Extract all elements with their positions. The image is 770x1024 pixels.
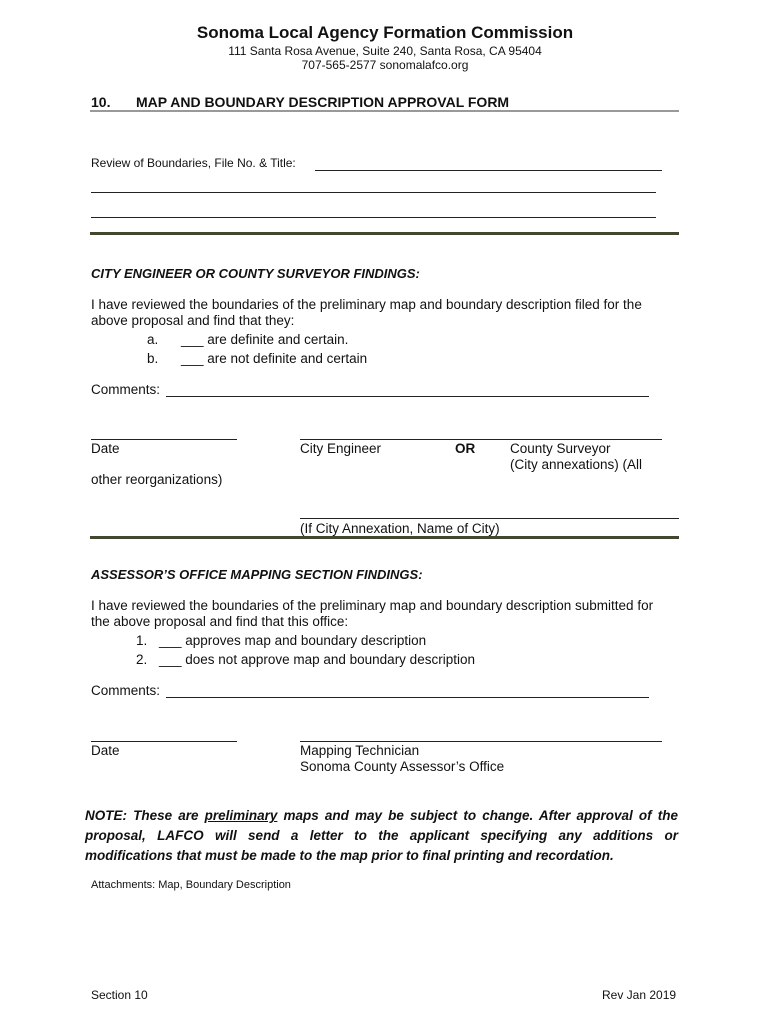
attachments-text: Attachments: Map, Boundary Description <box>91 879 291 891</box>
review-title-line-2[interactable] <box>91 192 656 193</box>
assessor-option-2-text[interactable]: ___ does not approve map and boundary description <box>159 652 475 667</box>
footer-revision: Rev Jan 2019 <box>602 988 677 1002</box>
or-label: OR <box>455 441 476 456</box>
review-file-input-line[interactable] <box>315 170 662 171</box>
city-findings-heading: CITY ENGINEER OR COUNTY SURVEYOR FINDINGS: <box>91 266 420 281</box>
city-signature-line[interactable] <box>300 439 662 440</box>
title-divider <box>90 110 679 112</box>
org-contact: 707-565-2577 sonomalafco.org <box>301 58 469 72</box>
org-title: Sonoma Local Agency Formation Commission <box>196 23 574 42</box>
assessor-intro-line1: I have reviewed the boundaries of the preliminary map and boundary description submitted for <box>91 598 654 613</box>
city-option-a-marker: a. <box>147 332 159 347</box>
city-option-b-text[interactable]: ___ are not definite and certain <box>181 351 368 366</box>
assessor-option-2-marker: 2. <box>136 652 148 667</box>
assessor-option-1-text[interactable]: ___ approves map and boundary description <box>159 633 427 648</box>
assessor-findings-heading: ASSESSOR’S OFFICE MAPPING SECTION FINDINGS: <box>91 567 423 582</box>
note-prefix: NOTE: These are <box>85 808 205 823</box>
county-surveyor-label: County Surveyor <box>510 441 611 456</box>
assessor-date-line[interactable] <box>91 741 237 742</box>
section-divider-1 <box>90 232 679 235</box>
note-rest: maps and may be subject to change. After approval of the proposal, LAFCO will send a letter to the applicant specifying any additions or modifications that must be made to the map prior to final printing and recordation. <box>85 808 678 863</box>
review-title-line-3[interactable] <box>91 217 656 218</box>
assessor-option-1-marker: 1. <box>136 633 148 648</box>
city-date-label: Date <box>91 441 120 456</box>
assessor-comments-line[interactable] <box>166 697 649 698</box>
review-label: Review of Boundaries, File No. & Title: <box>91 156 296 170</box>
assessor-comments-label: Comments: <box>91 683 161 698</box>
assessor-intro-line2: the above proposal and find that this office: <box>91 614 349 629</box>
preliminary-note <box>85 806 678 866</box>
section-divider-2 <box>90 536 679 539</box>
city-comments-line[interactable] <box>166 396 649 397</box>
assessor-date-label: Date <box>91 743 120 758</box>
footer-section: Section 10 <box>91 988 148 1002</box>
city-option-b-marker: b. <box>147 351 159 366</box>
assessor-signature-line[interactable] <box>300 741 662 742</box>
city-intro-line2: above proposal and find that they: <box>91 313 295 328</box>
city-date-line[interactable] <box>91 439 237 440</box>
city-engineer-label: City Engineer <box>300 441 382 456</box>
other-reorganizations-label: other reorganizations) <box>91 472 223 487</box>
form-number: 10. <box>91 94 111 110</box>
note-emphasis: preliminary <box>204 808 278 823</box>
org-address: 111 Santa Rosa Avenue, Suite 240, Santa Rosa, CA 95404 <box>228 44 542 58</box>
city-intro-line1: I have reviewed the boundaries of the preliminary map and boundary description filed for the <box>91 297 642 312</box>
assessor-office-label: Sonoma County Assessor’s Office <box>300 759 505 774</box>
city-comments-label: Comments: <box>91 382 161 397</box>
city-name-line[interactable] <box>300 518 679 519</box>
city-option-a-text[interactable]: ___ are definite and certain. <box>181 332 349 347</box>
city-name-label: (If City Annexation, Name of City) <box>300 521 500 536</box>
form-title: MAP AND BOUNDARY DESCRIPTION APPROVAL FORM <box>136 94 510 110</box>
mapping-technician-label: Mapping Technician <box>300 743 420 758</box>
city-annexations-label: (City annexations) (All <box>510 457 643 472</box>
